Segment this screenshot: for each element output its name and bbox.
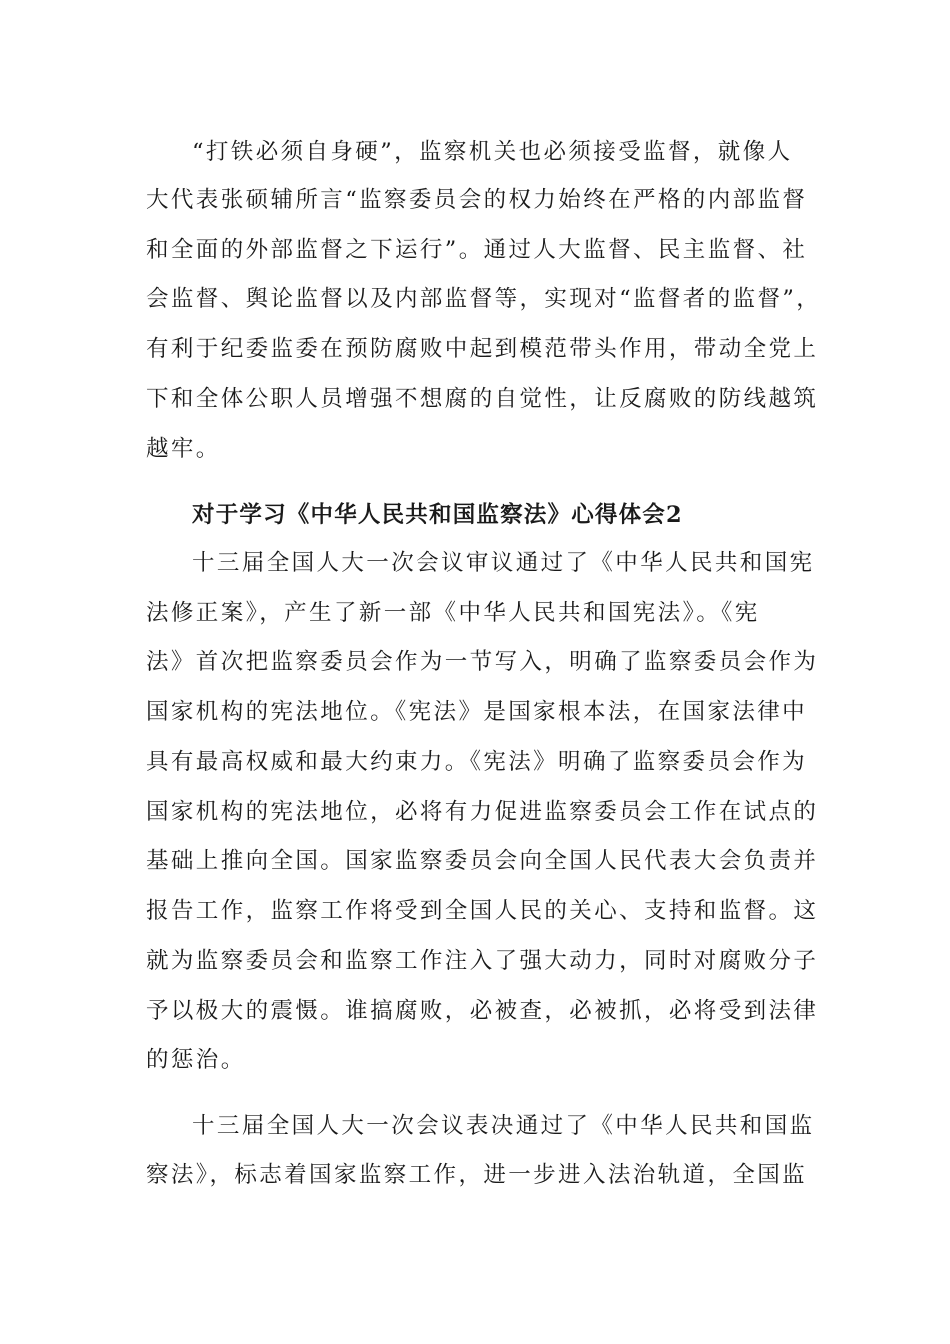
paragraph-2-line-11: 的惩治。 xyxy=(146,1047,246,1073)
paragraph-2-line-6: 国家机构的宪法地位，必将有力促进监察委员会工作在试点的 xyxy=(146,799,819,825)
paragraph-2-line-5: 具有最高权威和最大约束力。《宪法》明确了监察委员会作为 xyxy=(146,749,808,775)
paragraph-2-line-4: 国家机构的宪法地位。《宪法》是国家根本法，在国家法律中 xyxy=(146,699,808,725)
paragraph-2-line-2: 法修正案》，产生了新一部《中华人民共和国宪法》。《宪 xyxy=(146,600,760,626)
paragraph-2-line-8: 报告工作，监察工作将受到全国人民的关心、支持和监督。这 xyxy=(146,898,819,924)
paragraph-1-line-1: “打铁必须自身硬”，监察机关也必须接受监督，就像人 xyxy=(192,139,793,165)
paragraph-1-line-4: 会监督、舆论监督以及内部监督等，实现对“监督者的监督”， xyxy=(146,286,822,312)
paragraph-2-line-9: 就为监察委员会和监察工作注入了强大动力，同时对腐败分子 xyxy=(146,948,819,974)
paragraph-1-line-7: 越牢。 xyxy=(146,436,221,462)
paragraph-1-line-6: 下和全体公职人员增强不想腐的自觉性，让反腐败的防线越筑 xyxy=(146,386,819,412)
paragraph-1-line-5: 有利于纪委监委在预防腐败中起到模范带头作用，带动全党上 xyxy=(146,336,819,362)
paragraph-2-line-7: 基础上推向全国。国家监察委员会向全国人民代表大会负责并 xyxy=(146,848,819,874)
paragraph-2-line-3: 法》首次把监察委员会作为一节写入，明确了监察委员会作为 xyxy=(146,649,819,675)
paragraph-2-line-10: 予以极大的震慑。谁搞腐败，必被查，必被抓，必将受到法律 xyxy=(146,998,819,1024)
section-heading: 对于学习《中华人民共和国监察法》心得体会2 xyxy=(192,502,683,528)
paragraph-3-line-2: 察法》，标志着国家监察工作，进一步进入法治轨道，全国监 xyxy=(146,1162,808,1188)
paragraph-1-line-2: 大代表张硕辅所言“监察委员会的权力始终在严格的内部监督 xyxy=(146,187,808,213)
paragraph-1-line-3: 和全面的外部监督之下运行”。通过人大监督、民主监督、社 xyxy=(146,237,808,263)
paragraph-2-line-1: 十三届全国人大一次会议审议通过了《中华人民共和国宪 xyxy=(192,550,815,576)
paragraph-3-line-1: 十三届全国人大一次会议表决通过了《中华人民共和国监 xyxy=(192,1113,815,1139)
